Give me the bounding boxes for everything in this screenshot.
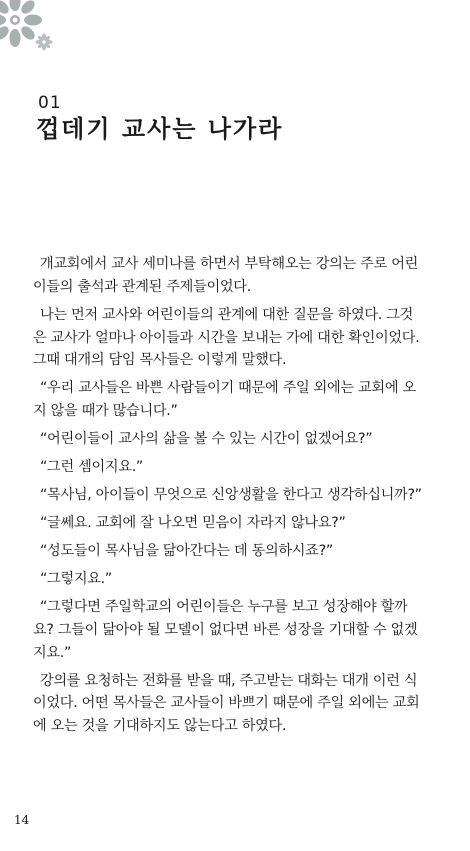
flower-ornament-icon bbox=[0, 0, 70, 60]
text-line: “그렇지요.” bbox=[40, 571, 112, 588]
text-line: 강의를 요청하는 전화를 받을 때, 주고받는 대화는 대개 이런 식 bbox=[40, 672, 418, 689]
text-line: 이었다. 어떤 목사들은 교사들이 바쁘기 때문에 주일 외에는 교회 bbox=[33, 695, 420, 712]
text-line: “그렇다면 주일학교의 어린이들은 누구를 보고 성장해야 할까 bbox=[40, 599, 408, 616]
text-line: “글쎄요. 교회에 잘 나오면 믿음이 자라지 않나요?” bbox=[40, 515, 346, 532]
text-line: “어린이들이 교사의 삶을 볼 수 있는 시간이 없겠어요?” bbox=[40, 431, 373, 448]
page-number: 14 bbox=[14, 813, 30, 827]
chapter-number: 01 bbox=[38, 93, 62, 113]
text-line: 요? 그들이 닮아야 될 모델이 없다면 바른 성장을 기대할 수 없겠 bbox=[33, 621, 418, 638]
text-line: “성도들이 목사님을 닮아간다는 데 동의하시죠?” bbox=[40, 543, 333, 560]
text-line: 나는 먼저 교사와 어린이들의 관계에 대한 질문을 하였다. 그것 bbox=[40, 306, 414, 323]
text-line: 에 오는 것을 기대하지도 않는다고 하였다. bbox=[33, 718, 287, 735]
text-line: “우리 교사들은 바쁜 사람들이기 때문에 주일 외에는 교회에 오 bbox=[40, 380, 416, 397]
text-line: “목사님, 아이들이 무엇으로 신앙생활을 한다고 생각하십니까?” bbox=[40, 487, 422, 504]
text-line: 지 않을 때가 많습니다.” bbox=[33, 403, 178, 420]
body-text bbox=[33, 253, 447, 738]
text-line: 이들의 출석과 관계된 주제들이었다. bbox=[33, 278, 251, 295]
text-line: “그런 셈이지요.” bbox=[40, 459, 143, 476]
text-line: 은 교사가 얼마나 아이들과 시간을 보내는 가에 대한 확인이었다. bbox=[33, 329, 420, 346]
text-line: 그때 대개의 담임 목사들은 이렇게 말했다. bbox=[33, 352, 287, 369]
text-line: 개교회에서 교사 세미나를 하면서 부탁해오는 강의는 주로 어린 bbox=[40, 256, 419, 272]
chapter-title: 껍데기 교사는 나가라 bbox=[36, 115, 284, 143]
text-line: 지요.” bbox=[33, 644, 72, 661]
